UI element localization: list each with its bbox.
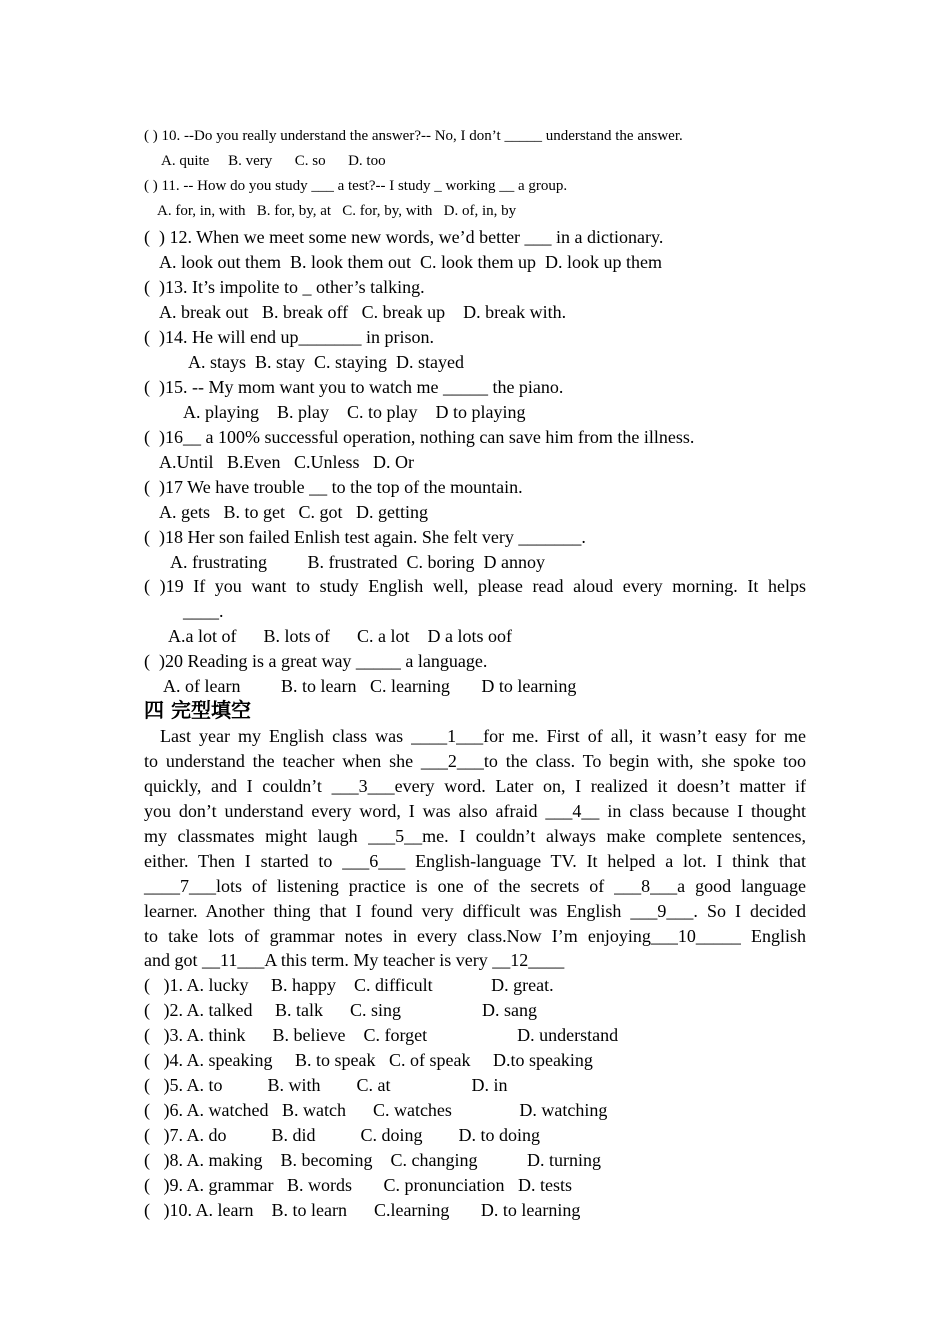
- question-16-options: A.Until B.Even C.Unless D. Or: [159, 452, 414, 472]
- question-12-options: A. look out them B. look them out C. look them up D. look up them: [159, 252, 662, 272]
- cloze-question-4: ( )4. A. speaking B. to speak C. of speak D.to speaking: [144, 1050, 593, 1070]
- passage-last-line: and got __11___A this term. My teacher is very __12____: [144, 950, 565, 970]
- question-11-options: A. for, in, with B. for, by, at C. for, by, with D. of, in, by: [157, 203, 517, 219]
- passage-line: to understand the teacher when she ___2___to the class. To begin with, she spoke too: [144, 751, 806, 771]
- question-17-options: A. gets B. to get C. got D. getting: [159, 502, 428, 522]
- question-18-stem: ( )18 Her son failed Enlish test again. She felt very _______.: [144, 527, 586, 547]
- cloze-question-5: ( )5. A. to B. with C. at D. in: [144, 1075, 508, 1095]
- passage-line: either. Then I started to ___6___ English-language TV. It helped a lot. I think that: [144, 851, 806, 871]
- question-20-stem: ( )20 Reading is a great way _____ a language.: [144, 651, 488, 671]
- passage-line: ____7___lots of listening practice is one of the secrets of ___8___a good language: [144, 876, 806, 896]
- cloze-question-3: ( )3. A. think B. believe C. forget D. understand: [144, 1025, 619, 1045]
- cloze-question-6: ( )6. A. watched B. watch C. watches D. watching: [144, 1100, 608, 1120]
- question-17-stem: ( )17 We have trouble __ to the top of the mountain.: [144, 477, 523, 497]
- cloze-question-2: ( )2. A. talked B. talk C. sing D. sang: [144, 1000, 537, 1020]
- question-12-stem: ( ) 12. When we meet some new words, we’d better ___ in a dictionary.: [144, 227, 664, 247]
- cloze-question-7: ( )7. A. do B. did C. doing D. to doing: [144, 1125, 541, 1145]
- question-16-stem: ( )16__ a 100% successful operation, nothing can save him from the illness.: [144, 427, 695, 447]
- cloze-question-9: ( )9. A. grammar B. words C. pronunciation D. tests: [144, 1175, 572, 1195]
- passage-line: my classmates might laugh ___5__me. I couldn’t always make complete sentences,: [144, 826, 806, 846]
- passage-line: learner. Another thing that I found very difficult was English ___9___. So I decided: [144, 901, 806, 921]
- question-14-options: A. stays B. stay C. staying D. stayed: [188, 352, 464, 372]
- question-14-stem: ( )14. He will end up_______ in prison.: [144, 327, 434, 347]
- question-15-stem: ( )15. -- My mom want you to watch me _____ the piano.: [144, 377, 564, 397]
- question-19-stem: ( )19 If you want to study English well, please read aloud every morning. It helps: [144, 576, 806, 596]
- question-19-options: A.a lot of B. lots of C. a lot D a lots oof: [168, 626, 512, 646]
- cloze-question-10: ( )10. A. learn B. to learn C.learning D. to learning: [144, 1200, 581, 1220]
- question-13-options: A. break out B. break off C. break up D. break with.: [159, 302, 567, 322]
- question-13-stem: ( )13. It’s impolite to _ other’s talking.: [144, 277, 425, 297]
- question-15-options: A. playing B. play C. to play D to playing: [183, 402, 526, 422]
- passage-line: to take lots of grammar notes in every class.Now I’m enjoying___10_____ English: [144, 926, 806, 946]
- question-20-options: A. of learn B. to learn C. learning D to learning: [163, 676, 577, 696]
- passage-line: Last year my English class was ____1___for me. First of all, it wasn’t easy for me: [160, 726, 806, 746]
- question-18-options: A. frustrating B. frustrated C. boring D annoy: [170, 552, 545, 572]
- question-11-stem: ( ) 11. -- How do you study ___ a test?-- I study _ working __ a group.: [144, 178, 568, 194]
- section-heading: 四 完型填空: [144, 698, 251, 722]
- question-10-options: A. quite B. very C. so D. too: [161, 153, 386, 169]
- cloze-question-1: ( )1. A. lucky B. happy C. difficult D. great.: [144, 975, 554, 995]
- question-10-stem: ( ) 10. --Do you really understand the answer?-- No, I don’t _____ understand the answer.: [144, 128, 683, 144]
- question-19-stem-continued: ____.: [183, 601, 224, 621]
- passage-line: you don’t understand every word, I was also afraid ___4__ in class because I thought: [144, 801, 806, 821]
- cloze-question-8: ( )8. A. making B. becoming C. changing D. turning: [144, 1150, 601, 1170]
- passage-line: quickly, and I couldn’t ___3___every word. Later on, I realized it doesn’t matter if: [144, 776, 806, 796]
